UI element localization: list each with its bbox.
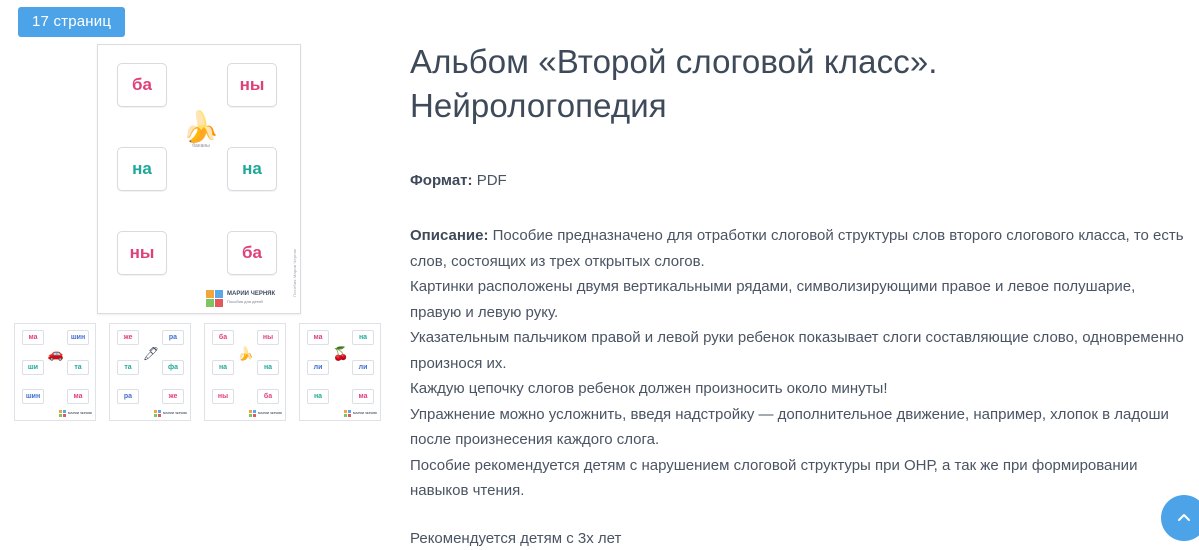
- format-value: PDF: [476, 172, 507, 189]
- mini-syllable-card: ма: [67, 389, 89, 404]
- logo-title: МАРИИ ЧЕРНЯК: [227, 291, 276, 297]
- description-paragraph: [410, 223, 1190, 274]
- pen-icon: 🖊: [142, 346, 160, 361]
- banana-icon: 🍌: [182, 111, 220, 144]
- mini-syllable-card: на: [352, 330, 374, 345]
- main-preview-image[interactable]: [97, 44, 301, 314]
- mini-syllable-card: ма: [352, 389, 374, 404]
- mini-card-grid: [115, 330, 187, 406]
- description-label: Описание:: [410, 227, 489, 244]
- mini-syllable-card: фа: [162, 360, 184, 375]
- format-label: Формат:: [410, 172, 473, 189]
- syllable-card: ны: [227, 63, 277, 107]
- mini-card-grid: [210, 330, 282, 406]
- logo-squares-icon: [206, 290, 223, 307]
- description-paragraph: Указательным пальчиком правой и левой руки ребенок показывает слоги составляющие слово, одновременно произнося их.: [410, 329, 1184, 372]
- description-paragraph: Каждую цепочку слогов ребенок должен произносить около минуты!: [410, 380, 888, 397]
- description-paragraph: Картинки расположены двумя вертикальными рядами, символизирующими правое и левое полушарие, правую и левую руку.: [410, 278, 1136, 321]
- mini-syllable-card: ра: [162, 330, 184, 345]
- pages-count-badge: 17 страниц: [18, 7, 125, 37]
- side-credit-text: Пособия Марии Черняк: [292, 249, 297, 297]
- age-recommendation: Рекомендуется детям с 3х лет: [410, 529, 622, 547]
- mini-syllable-card: ли: [352, 360, 374, 375]
- mini-syllable-card: ли: [307, 360, 329, 375]
- syllable-card: ны: [117, 231, 167, 275]
- mini-syllable-card: та: [67, 360, 89, 375]
- thumbnail-item[interactable]: [299, 323, 381, 421]
- thumbnail-logo-text: МАРИИ ЧЕРНЯК: [353, 411, 378, 415]
- logo-text: [227, 291, 275, 305]
- chevron-up-icon: [1176, 510, 1192, 526]
- syllable-card-grid: [109, 61, 291, 293]
- thumbnail-strip: [14, 323, 394, 421]
- mini-syllable-card: ны: [212, 389, 234, 404]
- thumbnail-logo: [344, 409, 378, 417]
- cherry-icon: 🍒: [332, 346, 350, 361]
- product-gallery: [0, 0, 400, 531]
- mini-syllable-card: ны: [257, 330, 279, 345]
- logo-subtitle: Пособия для детей: [227, 299, 263, 304]
- thumbnail-logo-text: МАРИИ ЧЕРНЯК: [68, 411, 93, 415]
- description-paragraph: Пособие рекомендуется детям с нарушением слоговой структуры при ОНР, а так же при формировании навыков чтения.: [410, 456, 1138, 499]
- thumbnail-item[interactable]: [14, 323, 96, 421]
- banana-icon: 🍌: [237, 346, 255, 361]
- mini-syllable-card: ма: [22, 330, 44, 345]
- mini-syllable-card: же: [162, 389, 184, 404]
- mini-syllable-card: на: [307, 389, 329, 404]
- thumbnail-logo: [59, 409, 93, 417]
- mini-card-grid: [20, 330, 92, 406]
- thumbnail-logo-text: МАРИИ ЧЕРНЯК: [163, 411, 188, 415]
- page-title: Альбом «Второй слоговой класс». Нейрологопедия: [410, 43, 938, 124]
- thumbnail-logo-text: МАРИИ ЧЕРНЯК: [258, 411, 283, 415]
- mini-syllable-card: ра: [117, 389, 139, 404]
- format-row: [410, 170, 1190, 192]
- syllable-card: на: [227, 147, 277, 191]
- car-icon: 🚗: [47, 346, 65, 361]
- scroll-to-top-button[interactable]: [1161, 495, 1199, 541]
- publisher-logo: [206, 287, 292, 309]
- description-paragraph: Упражнение можно усложнить, введя надстройку — дополнительное движение, например, хлопок в ладоши после произнесения каждого слога.: [410, 405, 1169, 448]
- mini-syllable-card: та: [117, 360, 139, 375]
- syllable-card: ба: [117, 63, 167, 107]
- mini-syllable-card: ши: [22, 360, 44, 375]
- product-details: [410, 0, 1190, 547]
- thumbnail-item[interactable]: [109, 323, 191, 421]
- banana-illustration: [171, 111, 231, 161]
- picture-caption: бананы: [192, 143, 210, 149]
- mini-syllable-card: ба: [257, 389, 279, 404]
- mini-syllable-card: на: [212, 360, 234, 375]
- mini-card-grid: [305, 330, 377, 406]
- thumbnail-logo: [249, 409, 283, 417]
- description-intro: Пособие предназначено для отработки слоговой структуры слов второго слогового класса, то есть слов, состоящих из трех открытых слогов.: [410, 227, 1184, 270]
- mini-syllable-card: ма: [307, 330, 329, 345]
- mini-syllable-card: ба: [212, 330, 234, 345]
- product-description: [410, 223, 1190, 504]
- mini-syllable-card: шин: [67, 330, 89, 345]
- syllable-card: ба: [227, 231, 277, 275]
- mini-syllable-card: шин: [22, 389, 44, 404]
- mini-syllable-card: на: [257, 360, 279, 375]
- syllable-card: на: [117, 147, 167, 191]
- mini-syllable-card: же: [117, 330, 139, 345]
- thumbnail-logo: [154, 409, 188, 417]
- thumbnail-item[interactable]: [204, 323, 286, 421]
